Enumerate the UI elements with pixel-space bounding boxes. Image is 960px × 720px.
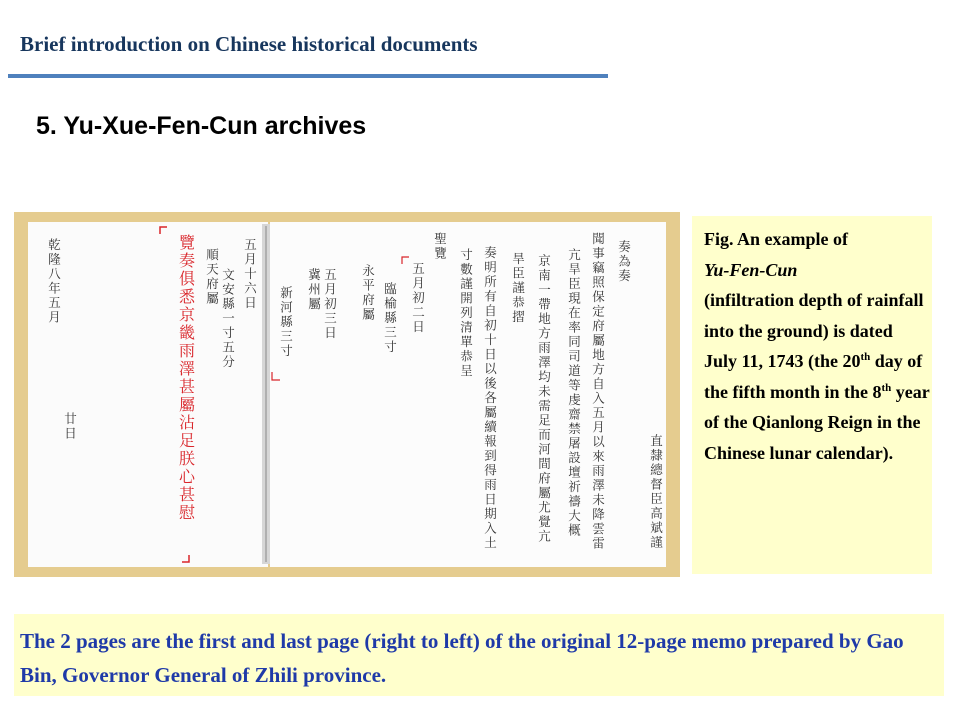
archive-scan-image [14,212,680,577]
right-page-column-2: 臨榆縣三寸 [382,282,398,355]
caption-sup-th-1: th [860,351,871,363]
left-page-column-2: 廿日 [62,412,78,441]
right-page-column-9: 亢旱臣現在率同司道等虔齋禁屠設壇祈禱大概 [566,248,582,538]
right-page-column-3: 五月初二日 [410,262,426,335]
caption-fig-label: Fig. An example of [704,229,848,249]
right-page-column-8: 京南一帶地方雨澤均未需足而河間府屬尤覺亢 [536,254,552,544]
caption-term: Yu-Fen-Cun [704,259,798,280]
left-page-column-4: 順天府屬 [204,248,220,306]
left-page-column-8: 冀州屬 [306,268,322,312]
right-page-column-12: 直隸總督臣高斌謹 [648,434,664,550]
archive-scan-frame [14,212,680,577]
right-page-column-5: 寸數謹開列清單恭呈 [458,248,474,379]
bottom-note-box [14,614,944,696]
right-page-column-1: 永平府屬 [360,264,376,322]
caption-body: (infiltration depth of rainfall into the ground) is dated July 11, 1743 (the 20 [704,290,924,371]
caption-body-3: year of the Qianlong Reign in the Chinese lunar calendar). [704,381,930,463]
right-page-column-10: 聞事竊照保定府屬地方自入五月以來雨澤未降雲雷 [590,232,606,551]
left-page-column-1: 乾隆八年五月 [46,238,62,325]
left-page-column-7: 新河縣三寸 [278,286,294,359]
left-page-column-5: 文安縣一寸五分 [220,268,236,370]
caption-body-2: day of the fifth month in the 8 [704,351,923,402]
caption-sup-th-2: th [881,381,892,394]
right-page-column-11: 奏為奏 [616,240,632,284]
section-title: 5. Yu-Xue-Fen-Cun archives [36,112,367,140]
left-page-column-9: 五月初三日 [322,268,338,341]
left-page-column-3: 覽奏俱悉京畿雨澤甚屬沾足朕心甚慰 [176,234,196,522]
right-page-column-4: 聖覽 [432,232,448,261]
figure-caption [704,224,930,468]
left-page-column-6: 五月十六日 [242,238,258,311]
figure-caption-box [692,216,932,574]
right-page-column-6: 奏明所有自初十日以後各屬續報到得雨日期入土 [482,246,498,551]
header-title: Brief introduction on Chinese historical documents [20,32,478,56]
right-page-column-7: 旱臣謹恭摺 [510,252,526,325]
header-divider [8,74,608,78]
bottom-note: The 2 pages are the first and last page (right to left) of the original 12-page memo prepared by Gao Bin, Governor General of Zhili province. [20,629,904,687]
